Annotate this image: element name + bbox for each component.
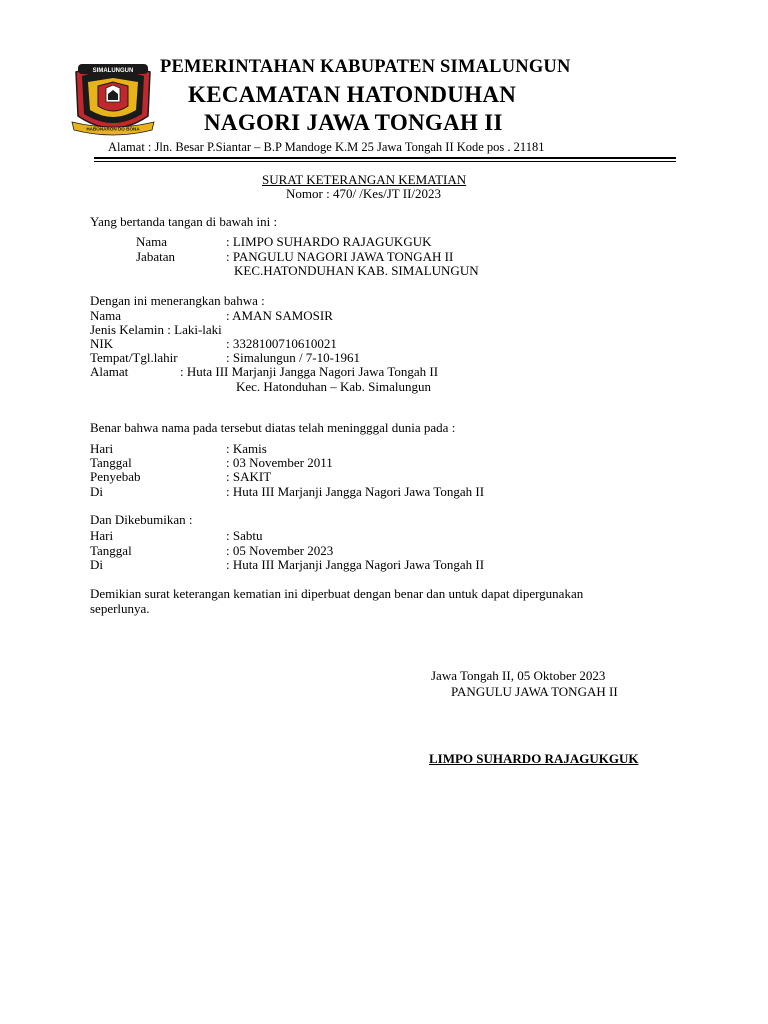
logo-ribbon-text: HABONARON DO BONA: [86, 126, 140, 132]
signature-name: LIMPO SUHARDO RAJAGUKGUK: [429, 751, 639, 766]
village-heading: NAGORI JAWA TONGAH II: [204, 110, 503, 135]
burial-day-value: : Sabtu: [226, 528, 263, 543]
letterhead-address: Alamat : Jln. Besar P.Siantar – B.P Mandoge K.M 25 Jawa Tongah II Kode pos . 21181: [108, 140, 545, 154]
death-day-value: : Kamis: [226, 441, 267, 456]
signatory-position-value: : PANGULU NAGORI JAWA TONGAH II: [226, 249, 454, 264]
signature-place-date: Jawa Tongah II, 05 Oktober 2023: [431, 668, 606, 683]
subject-intro: Dengan ini menerangkan bahwa :: [90, 293, 265, 308]
burial-place-label: Di: [90, 557, 103, 572]
burial-place-value: : Huta III Marjanji Jangga Nagori Jawa Tongah II: [226, 557, 485, 572]
district-heading: KECAMATAN HATONDUHAN: [188, 82, 517, 107]
death-date-value: : 03 November 2011: [226, 455, 333, 470]
burial-day-label: Hari: [90, 528, 114, 543]
burial-date-label: Tanggal: [90, 543, 132, 558]
burial-date-value: : 05 November 2023: [226, 543, 334, 558]
letter-number: Nomor : 470/ /Kes/JT II/2023: [286, 186, 442, 201]
death-cause-label: Penyebab: [90, 469, 141, 484]
letterhead-rule-thick: [94, 157, 676, 159]
closing-statement-cont: seperlunya.: [90, 601, 150, 616]
subject-birth-value: : Simalungun / 7-10-1961: [226, 350, 360, 365]
subject-birth-label: Tempat/Tgl.lahir: [90, 350, 178, 365]
burial-intro: Dan Dikebumikan :: [90, 512, 193, 527]
death-date-label: Tanggal: [90, 455, 132, 470]
subject-nik-value: : 3328100710610021: [226, 336, 337, 351]
subject-address-value: : Huta III Marjanji Jangga Nagori Jawa Tongah II: [180, 364, 439, 379]
regency-emblem-logo: [68, 58, 158, 140]
signature-position: PANGULU JAWA TONGAH II: [451, 684, 618, 699]
death-place-value: : Huta III Marjanji Jangga Nagori Jawa Tongah II: [226, 484, 485, 499]
signatory-position-label: Jabatan: [136, 249, 175, 264]
death-intro: Benar bahwa nama pada tersebut diatas telah meningggal dunia pada :: [90, 420, 456, 435]
letter-title: SURAT KETERANGAN KEMATIAN: [262, 172, 467, 187]
subject-gender: Jenis Kelamin : Laki-laki: [90, 322, 222, 337]
letterhead-rule-thin: [94, 161, 676, 162]
subject-name-value: : AMAN SAMOSIR: [226, 308, 333, 323]
death-day-label: Hari: [90, 441, 114, 456]
signatory-name-label: Nama: [136, 234, 168, 249]
subject-name-label: Nama: [90, 308, 122, 323]
signatory-name-value: : LIMPO SUHARDO RAJAGUKGUK: [226, 234, 432, 249]
subject-address-label: Alamat: [90, 364, 129, 379]
closing-statement: Demikian surat keterangan kematian ini diperbuat dengan benar dan untuk dapat dipergunakan: [90, 586, 584, 601]
subject-nik-label: NIK: [90, 336, 114, 351]
government-heading: PEMERINTAHAN KABUPATEN SIMALUNGUN: [160, 57, 571, 77]
signatory-position-value-cont: KEC.HATONDUHAN KAB. SIMALUNGUN: [234, 263, 479, 278]
signatory-intro: Yang bertanda tangan di bawah ini :: [90, 214, 278, 229]
death-cause-value: : SAKIT: [226, 469, 272, 484]
subject-address-value-cont: Kec. Hatonduhan – Kab. Simalungun: [236, 379, 431, 394]
logo-band-text: SIMALUNGUN: [92, 68, 134, 74]
death-place-label: Di: [90, 484, 103, 499]
